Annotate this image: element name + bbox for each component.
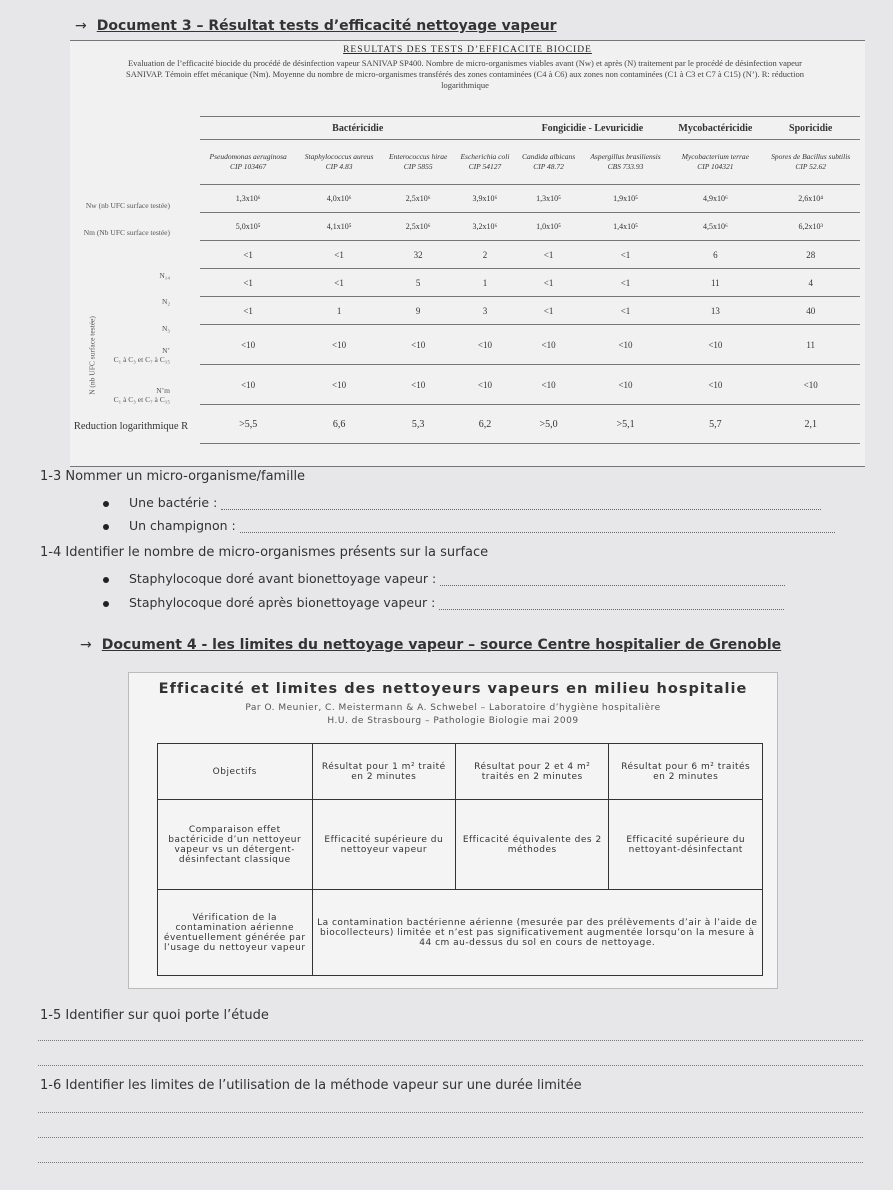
row-label-nm2: N’m C₁ à C₃ et C₇ à C₁₅: [113, 386, 170, 404]
table-cell: <1: [515, 297, 581, 325]
table-cell: 40: [761, 297, 860, 325]
table-cell: 28: [761, 241, 860, 269]
table-row: [200, 405, 860, 444]
table-cell: <10: [296, 365, 382, 405]
table-cell: 6,2x10³: [761, 213, 860, 241]
group-bactericidie: Bactéricidie: [200, 117, 515, 140]
bullet-bacterie: Une bactérie :: [103, 495, 821, 510]
row-label-nm: Nm (Nb UFC surface testée): [83, 228, 170, 237]
group-header-row: [200, 117, 860, 140]
table-cell: 5: [382, 269, 455, 297]
bullet-icon: [103, 601, 109, 607]
table-cell: >5,0: [515, 405, 581, 444]
table-cell: 1,3x10⁵: [515, 185, 581, 213]
table-cell: 2,5x10⁶: [382, 213, 455, 241]
result-6m2: Efficacité supérieure du nettoyant-désinfectant: [609, 800, 763, 890]
species-cell: Candida albicans CIP 48.72: [515, 140, 581, 185]
row-label-n1: N₁₄: [159, 271, 170, 280]
table-row: [200, 297, 860, 325]
table-cell: 4,9x10⁶: [669, 185, 761, 213]
table-cell: 6: [669, 241, 761, 269]
species-cell: Spores de Bacillus subtilis CIP 52.62: [761, 140, 860, 185]
species-cell: Mycobacterium terrae CIP 104321: [669, 140, 761, 185]
doc4-source: H.U. de Strasbourg – Pathologie Biologie mai 2009: [327, 716, 579, 726]
table-cell: 2,1: [761, 405, 860, 444]
table-cell: 5,7: [669, 405, 761, 444]
result-2-4m2: Efficacité équivalente des 2 méthodes: [456, 800, 609, 890]
result-contamination: La contamination bactérienne aérienne (mesurée par des prélèvements d’air à l’aide de biocollecteurs) limitée et n’est pas significativement augmentée lorsqu’on la mesure à 44 cm au-dessus du sol en cours de nettoyage.: [312, 890, 762, 976]
table-cell: 1,4x10⁵: [582, 213, 670, 241]
question-1-5: 1-5 Identifier sur quoi porte l’étude: [40, 1008, 269, 1023]
table-cell: <10: [454, 325, 515, 365]
doc3-intro: Evaluation de l’efficacité biocide du procédé de désinfection vapeur SANIVAP SP400. Nombre de micro-organismes viables avant (Nw) et après (N) traitement par le procédé de désinfection vapeur SANIVAP. Témoin effet mécanique (Nm). Moyenne du nombre de micro-organismes transférés des zones contaminées (C4 à C6) aux zones non contaminées (C1 à C3 et C7 à C15) (N’). R: réduction logarithmique: [125, 58, 805, 90]
table-cell: <10: [669, 325, 761, 365]
table-cell: 13: [669, 297, 761, 325]
table-cell: <10: [382, 365, 455, 405]
bullet-staph-avant: Staphylocoque doré avant bionettoyage vapeur :: [103, 571, 785, 586]
doc4-heading: → Document 4 - les limites du nettoyage vapeur – source Centre hospitalier de Grenoble: [80, 637, 782, 653]
table-row: [200, 185, 860, 213]
species-cell: Enterococcus hirae CIP 5855: [382, 140, 455, 185]
table-cell: <10: [582, 325, 670, 365]
doc4-authors: Par O. Meunier, C. Meistermann & A. Schwebel – Laboratoire d’hygiène hospitalière: [245, 703, 661, 713]
doc4-title: Efficacité et limites des nettoyeurs vapeurs en milieu hospitalie: [158, 681, 748, 697]
table-cell: <10: [669, 365, 761, 405]
row-label-nw: Nw (nb UFC surface testée): [85, 201, 170, 210]
table-cell: 4,5x10⁶: [669, 213, 761, 241]
species-cell: Aspergillus brasiliensis CBS 733.93: [582, 140, 670, 185]
table-cell: <1: [582, 297, 670, 325]
table-cell: 5,0x10⁵: [200, 213, 296, 241]
answer-line[interactable]: [38, 1065, 863, 1066]
table-cell: <1: [582, 241, 670, 269]
row-label-side: N (nb UFC surface testée): [87, 316, 97, 395]
table-cell: 6,2: [454, 405, 515, 444]
question-1-6: 1-6 Identifier les limites de l’utilisation de la méthode vapeur sur une durée limitée: [40, 1078, 582, 1093]
table-row: [158, 890, 763, 976]
table-row: [200, 241, 860, 269]
doc3-panel: [70, 40, 865, 467]
answer-line[interactable]: [38, 1137, 863, 1138]
table-cell: 4: [761, 269, 860, 297]
arrow-right-icon: →: [80, 637, 92, 653]
table-row: [158, 800, 763, 890]
table-cell: <10: [515, 365, 581, 405]
table-row: [200, 269, 860, 297]
row-label-n2: N₂: [161, 297, 170, 306]
table-cell: 2,5x10⁶: [382, 185, 455, 213]
group-fongicidie: Fongicidie - Levuricidie: [515, 117, 669, 140]
table-row: [200, 213, 860, 241]
doc3-heading: → Document 3 – Résultat tests d’efficacité nettoyage vapeur: [75, 18, 557, 34]
table-cell: <1: [200, 269, 296, 297]
table-cell: 1,0x10⁵: [515, 213, 581, 241]
table-cell: <10: [200, 325, 296, 365]
species-cell: Staphylococcus aureus CIP 4.83: [296, 140, 382, 185]
table-cell: <10: [515, 325, 581, 365]
species-cell: Pseudomonas aeruginosa CIP 103467: [200, 140, 296, 185]
table-cell: <1: [582, 269, 670, 297]
table-cell: 5,3: [382, 405, 455, 444]
table-cell: <10: [382, 325, 455, 365]
row-label-reduction: Reduction logarithmique R: [73, 421, 189, 432]
doc4-panel: [128, 672, 778, 989]
table-cell: 3: [454, 297, 515, 325]
table-cell: <10: [761, 365, 860, 405]
table-cell: 6,6: [296, 405, 382, 444]
question-1-3: 1-3 Nommer un micro-organisme/famille: [40, 469, 306, 484]
doc3-table-title: RESULTATS DES TESTS D’EFFICACITE BIOCIDE: [343, 45, 592, 55]
table-cell: <1: [200, 297, 296, 325]
objectif-verification: Vérification de la contamination aérienne éventuellement générée par l’usage du nettoyeur vapeur: [158, 890, 313, 976]
table-cell: <1: [296, 241, 382, 269]
arrow-right-icon: →: [75, 18, 87, 34]
table-cell: <1: [296, 269, 382, 297]
table-cell: 1,3x10⁶: [200, 185, 296, 213]
group-mycobactericidie: Mycobactéricidie: [669, 117, 761, 140]
table-cell: 11: [761, 325, 860, 365]
table-cell: <1: [200, 241, 296, 269]
group-sporicidie: Sporicidie: [761, 117, 860, 140]
answer-line[interactable]: [439, 609, 784, 610]
table-cell: <10: [454, 365, 515, 405]
objectif-comparaison: Comparaison effet bactéricide d’un nettoyeur vapeur vs un détergent-désinfectant classique: [158, 800, 313, 890]
row-label-n3: N₃: [161, 324, 170, 333]
table-cell: <10: [200, 365, 296, 405]
table-cell: <1: [515, 269, 581, 297]
table-cell: <1: [515, 241, 581, 269]
table-cell: 2,6x10⁴: [761, 185, 860, 213]
biocide-results-table: [200, 116, 860, 444]
table-cell: >5,5: [200, 405, 296, 444]
table-cell: 1: [454, 269, 515, 297]
table-row: [200, 365, 860, 405]
header-objectifs: Objectifs: [158, 744, 313, 800]
table-cell: 1,9x10⁵: [582, 185, 670, 213]
steam-cleaner-table: [157, 743, 763, 976]
table-cell: 3,9x10⁶: [454, 185, 515, 213]
table-cell: 11: [669, 269, 761, 297]
answer-line[interactable]: [221, 509, 821, 510]
table-cell: <10: [582, 365, 670, 405]
bullet-icon: [103, 524, 109, 530]
header-2-4m2: Résultat pour 2 et 4 m² traités en 2 minutes: [456, 744, 609, 800]
table-cell: <10: [296, 325, 382, 365]
species-row: [200, 140, 860, 185]
table-cell: 4,0x10⁶: [296, 185, 382, 213]
answer-line[interactable]: [240, 532, 835, 533]
table-row: [200, 325, 860, 365]
answer-line[interactable]: [38, 1112, 863, 1113]
result-1m2: Efficacité supérieure du nettoyeur vapeur: [312, 800, 456, 890]
table-cell: >5,1: [582, 405, 670, 444]
question-1-4: 1-4 Identifier le nombre de micro-organismes présents sur la surface: [40, 545, 489, 560]
bullet-icon: [103, 501, 109, 507]
row-label-nprime: N’ C₁ à C₃ et C₇ à C₁₅: [113, 346, 170, 364]
table-header-row: [158, 744, 763, 800]
species-cell: Escherichia coli CIP 54127: [454, 140, 515, 185]
table-cell: 2: [454, 241, 515, 269]
table-cell: 4,1x10⁵: [296, 213, 382, 241]
answer-line[interactable]: [38, 1040, 863, 1041]
bullet-champignon: Un champignon :: [103, 518, 835, 533]
table-cell: 9: [382, 297, 455, 325]
header-6m2: Résultat pour 6 m² traités en 2 minutes: [609, 744, 763, 800]
header-1m2: Résultat pour 1 m² traité en 2 minutes: [312, 744, 456, 800]
bullet-icon: [103, 577, 109, 583]
table-cell: 1: [296, 297, 382, 325]
answer-line[interactable]: [38, 1162, 863, 1163]
table-cell: 32: [382, 241, 455, 269]
answer-line[interactable]: [440, 585, 785, 586]
table-cell: 3,2x10⁶: [454, 213, 515, 241]
bullet-staph-apres: Staphylocoque doré après bionettoyage vapeur :: [103, 595, 784, 610]
